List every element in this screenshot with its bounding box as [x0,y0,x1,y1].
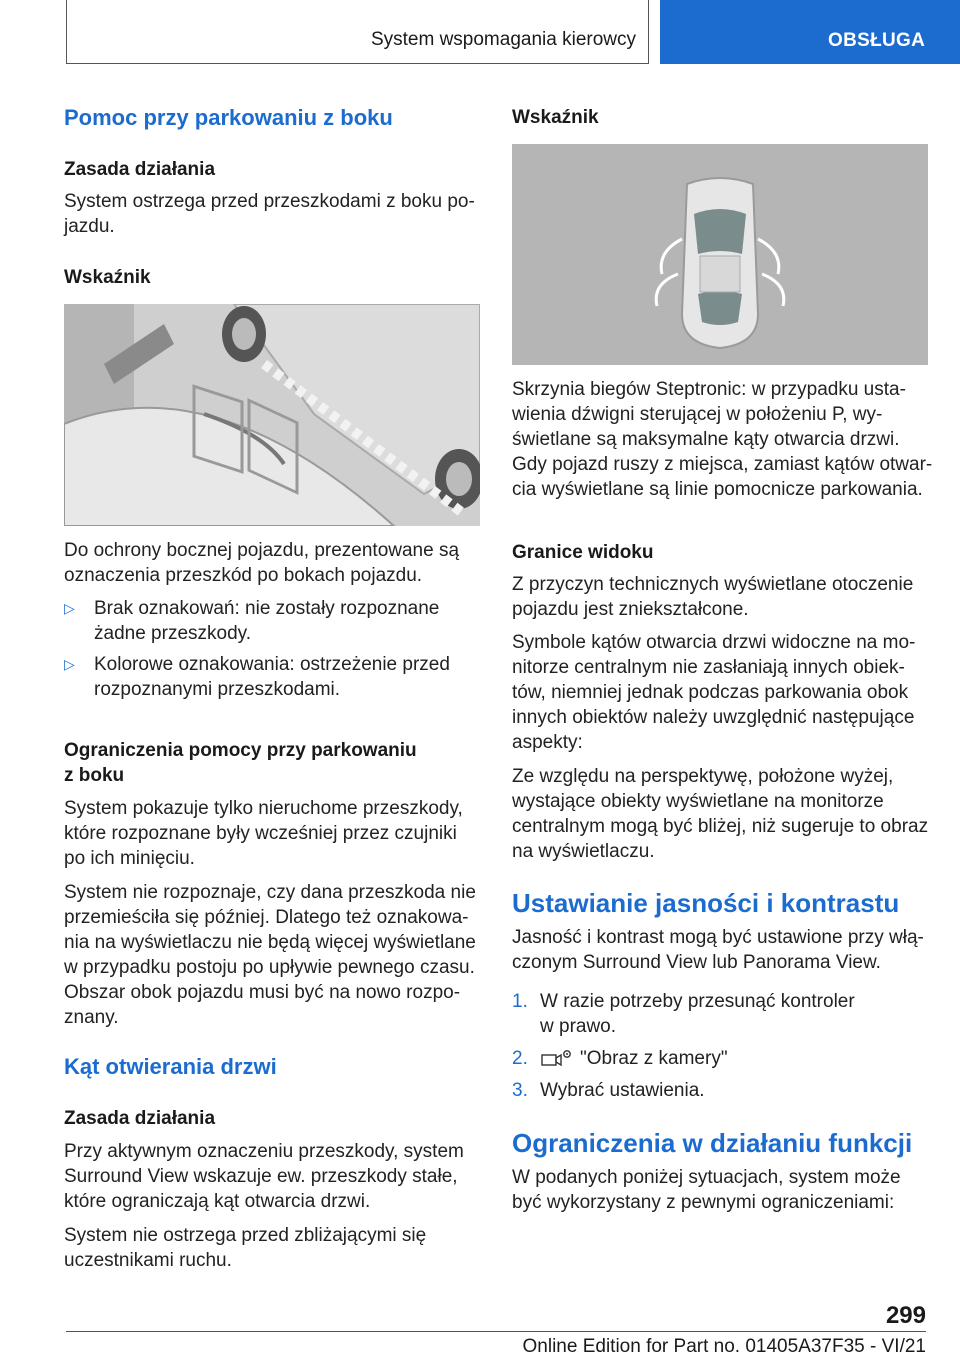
subheading-view-limits: Granice widoku [512,542,654,563]
heading-brightness-contrast: Ustawianie jasności i kontrastu [512,888,900,918]
step-text: W razie potrzeby przesunąć kontroler w prawo. [540,991,855,1037]
heading-function-limits: Ograniczenia w działaniu funkcji [512,1128,913,1158]
bullet-text: Brak oznakowań: nie zostały rozpoznane żadne przeszkody. [94,598,440,644]
subheading-limitations: Ograniczenia pomocy przy parkowaniu z boku [64,740,417,786]
paragraph-door-principle-1: Przy aktywnym oznaczeniu przeszkody, system Surround View wskazuje ew. przeszkody stałe, które ograniczają kąt otwarcia drzwi. [64,1141,464,1212]
paragraph-function-limits: W podanych poniżej sytuacjach, system może być wykorzystany z pewnymi ograniczeniami: [512,1167,901,1213]
side-parking-illustration [64,304,480,526]
header-section-title: System wspomagania kierowcy [370,29,636,50]
door-angle-illustration [512,144,928,365]
step-text: Wybrać ustawienia. [540,1080,705,1101]
bullet-item [64,652,482,702]
header-tab-label[interactable]: OBSŁUGA [828,30,926,51]
paragraph-door-principle-2: System nie ostrzega przed zbliżającymi się uczestnikami ruchu. [64,1225,427,1271]
subheading-indicator: Wskaźnik [64,267,151,288]
paragraph-view-limits-1: Z przyczyn technicznych wyświetlane otoczenie pojazdu jest zniekształcone. [512,574,914,620]
bullet-triangle-icon: ▷ [64,600,75,616]
page-number: 299 [885,1302,926,1329]
paragraph-principle: System ostrzega przed przeszkodami z boku po- jazdu. [64,191,475,237]
heading-door-opening-angle: Kąt otwierania drzwi [64,1054,277,1079]
step-item [512,1078,930,1103]
heading-side-parking: Pomoc przy parkowaniu z boku [64,105,393,130]
bullet-triangle-icon: ▷ [64,656,75,672]
subheading-principle: Zasada działania [64,159,216,180]
header-section-box [66,0,649,64]
paragraph-view-limits-3: Ze względu na perspektywę, położone wyżej, wystające obiekty wyświetlane na monitorze centralnym mogą być bliżej, niż sugeruje to obraz na wyświetlaczu. [512,766,929,862]
bullet-item [64,596,482,646]
step-number: 1. [512,991,528,1012]
paragraph-limitations-2: System nie rozpoznaje, czy dana przeszkoda nie przemieściła się później. Dlatego też oznakowa- nia na wyświetlaczu nie będą więcej wyświetlane w przypadku postoju po upływie pewnego czasu. Obszar obok pojazdu musi być na nowo rozpo- znany. [64,882,476,1028]
paragraph-brightness: Jasność i kontrast mogą być ustawione przy włą- czonym Surround View lub Panorama View. [512,927,924,973]
paragraph-limitations-1: System pokazuje tylko nieruchome przeszkody, które rozpoznane były wcześniej przez czujniki po ich minięciu. [64,798,463,869]
paragraph-indicator: Do ochrony bocznej pojazdu, prezentowane są oznaczenia przeszkód po bokach pojazdu. [64,540,460,586]
step-item [512,989,930,1039]
footer-edition: Online Edition for Part no. 01405A37F35 - VI/21 [522,1336,926,1357]
step-number: 2. [512,1048,528,1069]
step-number: 3. [512,1080,528,1101]
footer-divider [66,1331,926,1332]
paragraph-steptronic: Skrzynia biegów Steptronic: w przypadku usta- wienia dźwigni sterującej w położeniu P, wy- świetlane są maksymalne kąty otwarcia drzwi. Gdy pojazd ruszy z miejsca, zamiast kątów otwar- cia wyświetlane są linie pomocnicze parkowania. [512,379,933,500]
step-item [512,1046,930,1071]
subheading-door-principle: Zasada działania [64,1108,216,1129]
paragraph-view-limits-2: Symbole kątów otwarcia drzwi widoczne na mo- nitorze centralnym nie zasłaniają innych obiek- tów, niemniej jednak podczas parkowania obok innych obiektów należy uwzględnić następujące aspekty: [512,632,916,753]
bullet-text: Kolorowe oznakowania: ostrzeżenie przed rozpoznanymi przeszkodami. [94,654,450,700]
camera-settings-icon [540,1048,574,1075]
subheading-indicator-right: Wskaźnik [512,107,599,128]
step-text: "Obraz z kamery" [580,1048,728,1069]
